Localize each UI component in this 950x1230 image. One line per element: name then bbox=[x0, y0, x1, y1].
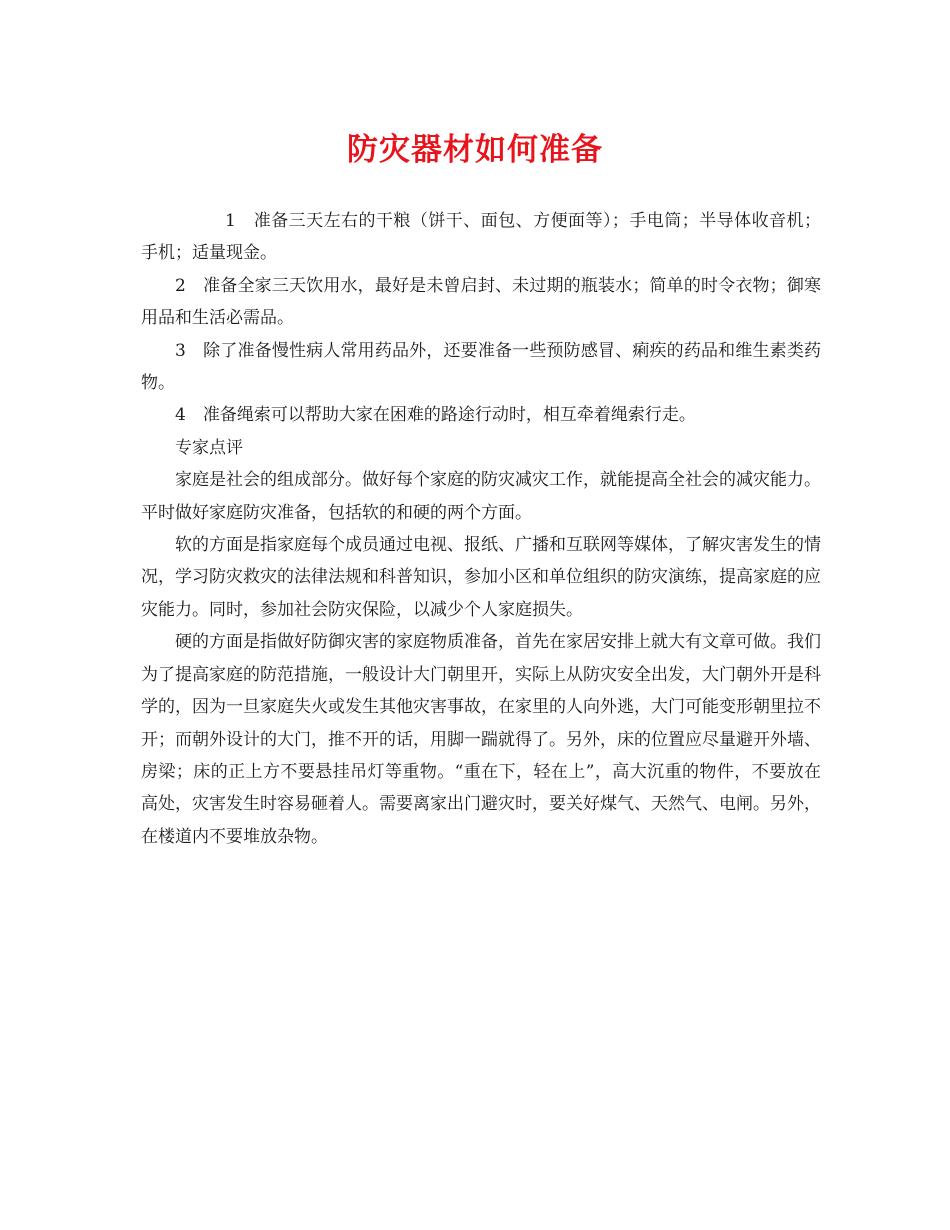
page-title: 防灾器材如何准备 bbox=[347, 132, 603, 168]
section-heading-expert-comment: 专家点评 bbox=[175, 437, 243, 458]
paragraph-hard-aspect: 硬的方面是指做好防御灾害的家庭物质准备，首先在家居安排上就大有文章可做。我们为了提高家庭的防范措施，一般设计大门朝里开，实际上从防灾安全出发，大门朝外开是科学的，因为一旦家庭失火或发生其他灾害事故，在家里的人向外逃，大门可能变形朝里拉不开；而朝外设计的大门，推不开的话，用脚一踹就得了。另外，床的位置应尽量避开外墙、房梁；床的正上方不要悬挂吊灯等重物。“重在下，轻在上”，高大沉重的物件，不要放在高处，灾害发生时容易砸着人。需要离家出门避灾时，要关好煤气、天然气、电闸。另外，在楼道内不要堆放杂物。 bbox=[141, 632, 821, 847]
list-item-1: 1 准备三天左右的干粮（饼干、面包、方便面等）；手电筒；半导体收音机；手机；适量现金。 bbox=[141, 211, 821, 264]
list-item-2: 2 准备全家三天饮用水，最好是未曾启封、未过期的瓶装水；简单的时令衣物；御寒用品和生活必需品。 bbox=[141, 275, 821, 329]
paragraph-soft-aspect: 软的方面是指家庭每个成员通过电视、报纸、广播和互联网等媒体，了解灾害发生的情况，学习防灾救灾的法律法规和科普知识，参加小区和单位组织的防灾演练，提高家庭的应灾能力。同时，参加社会防灾保险，以减少个人家庭损失。 bbox=[141, 535, 821, 620]
list-item-3: 3 除了准备慢性病人常用药品外，还要准备一些预防感冒、痢疾的药品和维生素类药物。 bbox=[141, 340, 821, 394]
list-item-4: 4 准备绳索可以帮助大家在困难的路途行动时，相互牵着绳索行走。 bbox=[175, 405, 696, 426]
document-body bbox=[141, 205, 821, 853]
paragraph-intro: 家庭是社会的组成部分。做好每个家庭的防灾减灾工作，就能提高全社会的减灾能力。平时做好家庭防灾准备，包括软的和硬的两个方面。 bbox=[141, 470, 821, 523]
